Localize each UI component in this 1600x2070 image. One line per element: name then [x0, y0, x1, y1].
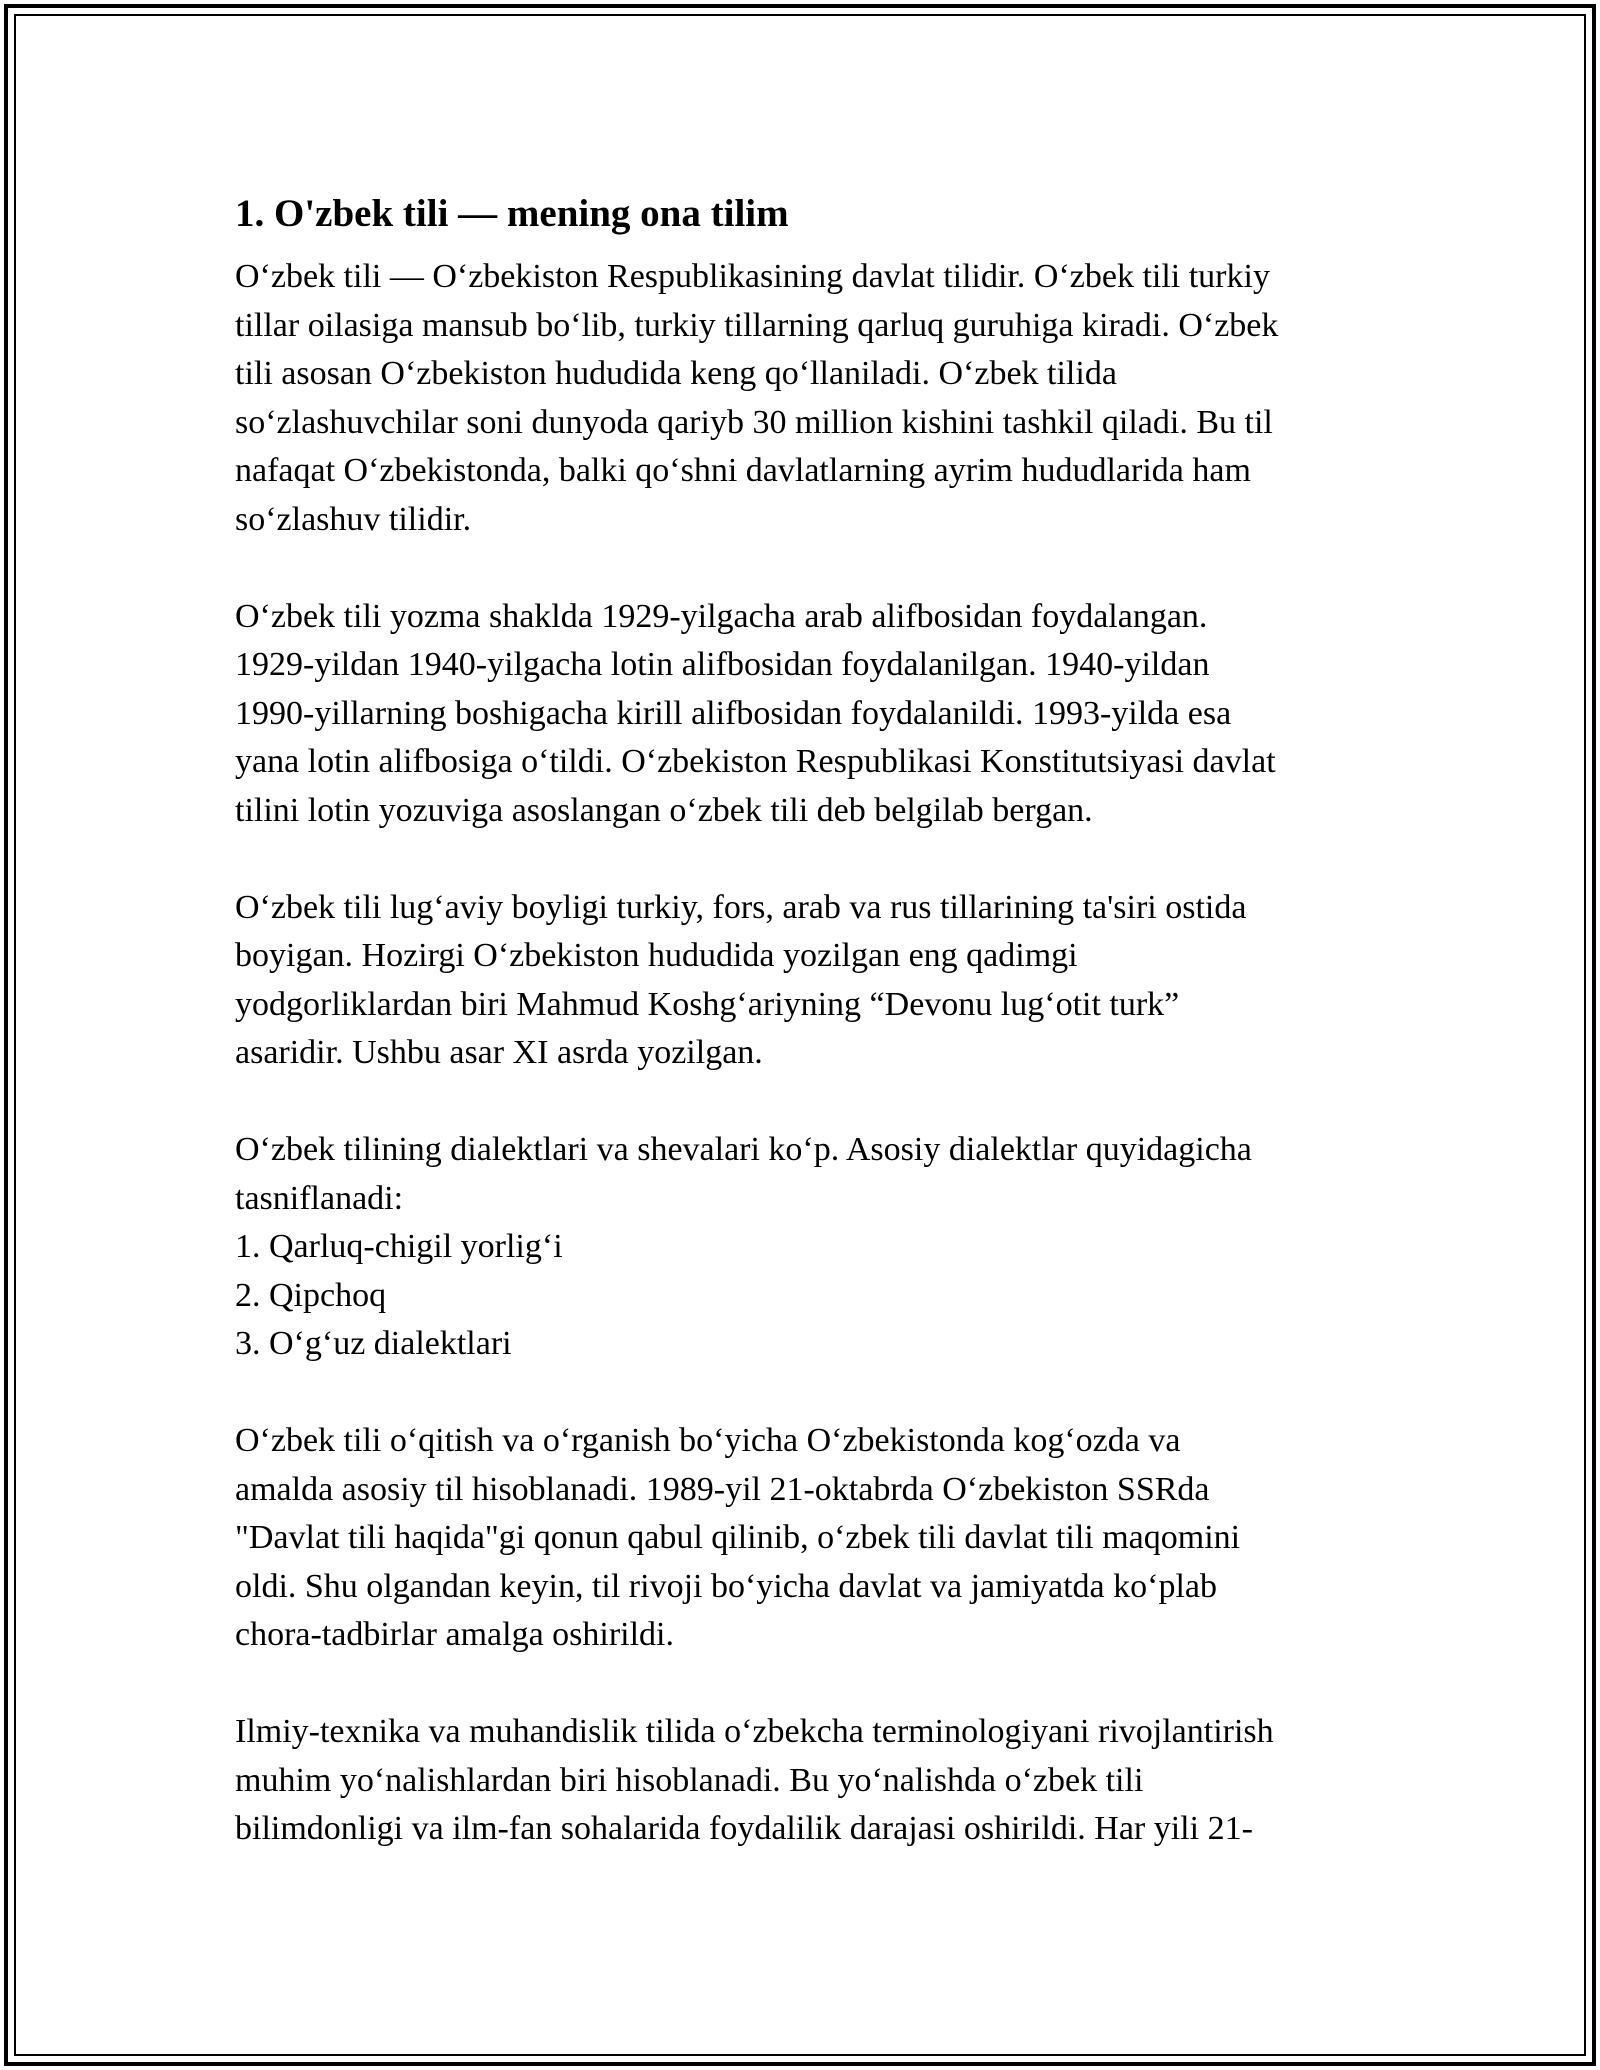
- paragraph-alphabet-history: O‘zbek tili yozma shaklda 1929-yilgacha arab alifbosidan foydalangan. 1929-yildan 1940-yilgacha lotin alifbosidan foydalanilgan. 1940-yildan 1990-yillarning boshigacha kirill alifbosidan foydalanildi. 1993-yilda esa yana lotin alifbosiga o‘tildi. O‘zbekiston Respublikasi Konstitutsiyasi davlat tilini lotin yozuviga asoslangan o‘zbek tili deb belgilab bergan.: [235, 597, 1276, 829]
- paragraph-terminology: Ilmiy-texnika va muhandislik tilida o‘zbekcha terminologiyani rivojlantirish muhim yo‘nalishlardan biri hisoblanadi. Bu yo‘nalishda o‘zbek tili bilimdonligi va ilm-fan sohalarida foydalilik darajasi oshirildi. Har yili 21-: [235, 1713, 1274, 1847]
- list-item: 3. O‘g‘uz dialektlari: [235, 1325, 512, 1362]
- dialect-list: [235, 1223, 1370, 1369]
- document-title: 1. O'zbek tili — mening ona tilim: [235, 192, 789, 235]
- paragraph-dialects-intro: O‘zbek tilining dialektlari va shevalari ko‘p. Asosiy dialektlar quyidagicha tasniflanadi:: [235, 1131, 1252, 1217]
- list-item: 1. Qarluq-chigil yorlig‘i: [235, 1228, 563, 1265]
- document-body: [235, 185, 1370, 1902]
- paragraph-state-language-law: O‘zbek tili o‘qitish va o‘rganish bo‘yicha O‘zbekistonda kog‘ozda va amalda asosiy til hisoblanadi. 1989-yil 21-oktabrda O‘zbekiston SSRda "Davlat tili haqida"gi qonun qabul qilinib, o‘zbek tili davlat tili maqomini oldi. Shu olgandan keyin, til rivoji bo‘yicha davlat va jamiyatda ko‘plab chora-tadbirlar amalga oshirildi.: [235, 1422, 1241, 1653]
- list-item: 2. Qipchoq: [235, 1276, 387, 1314]
- paragraph-vocabulary: O‘zbek tili lug‘aviy boyligi turkiy, fors, arab va rus tillarining ta'siri ostida boyigan. Hozirgi O‘zbekiston hududida yozilgan eng qadimgi yodgorliklardan biri Mahmud Koshg‘ariyning “Devonu lug‘otit turk” asaridir. Ushbu asar XI asrda yozilgan.: [235, 888, 1247, 1071]
- paragraph-intro: O‘zbek tili — O‘zbekiston Respublikasining davlat tilidir. O‘zbek tili turkiy tillar oilasiga mansub bo‘lib, turkiy tillarning qarluq guruhiga kiradi. O‘zbek tili asosan O‘zbekiston hududida keng qo‘llaniladi. O‘zbek tilida so‘zlashuvchilar soni dunyoda qariyb 30 million kishini tashkil qiladi. Bu til nafaqat O‘zbekistonda, balki qo‘shni davlatlarning ayrim hududlarida ham so‘zlashuv tilidir.: [235, 258, 1279, 538]
